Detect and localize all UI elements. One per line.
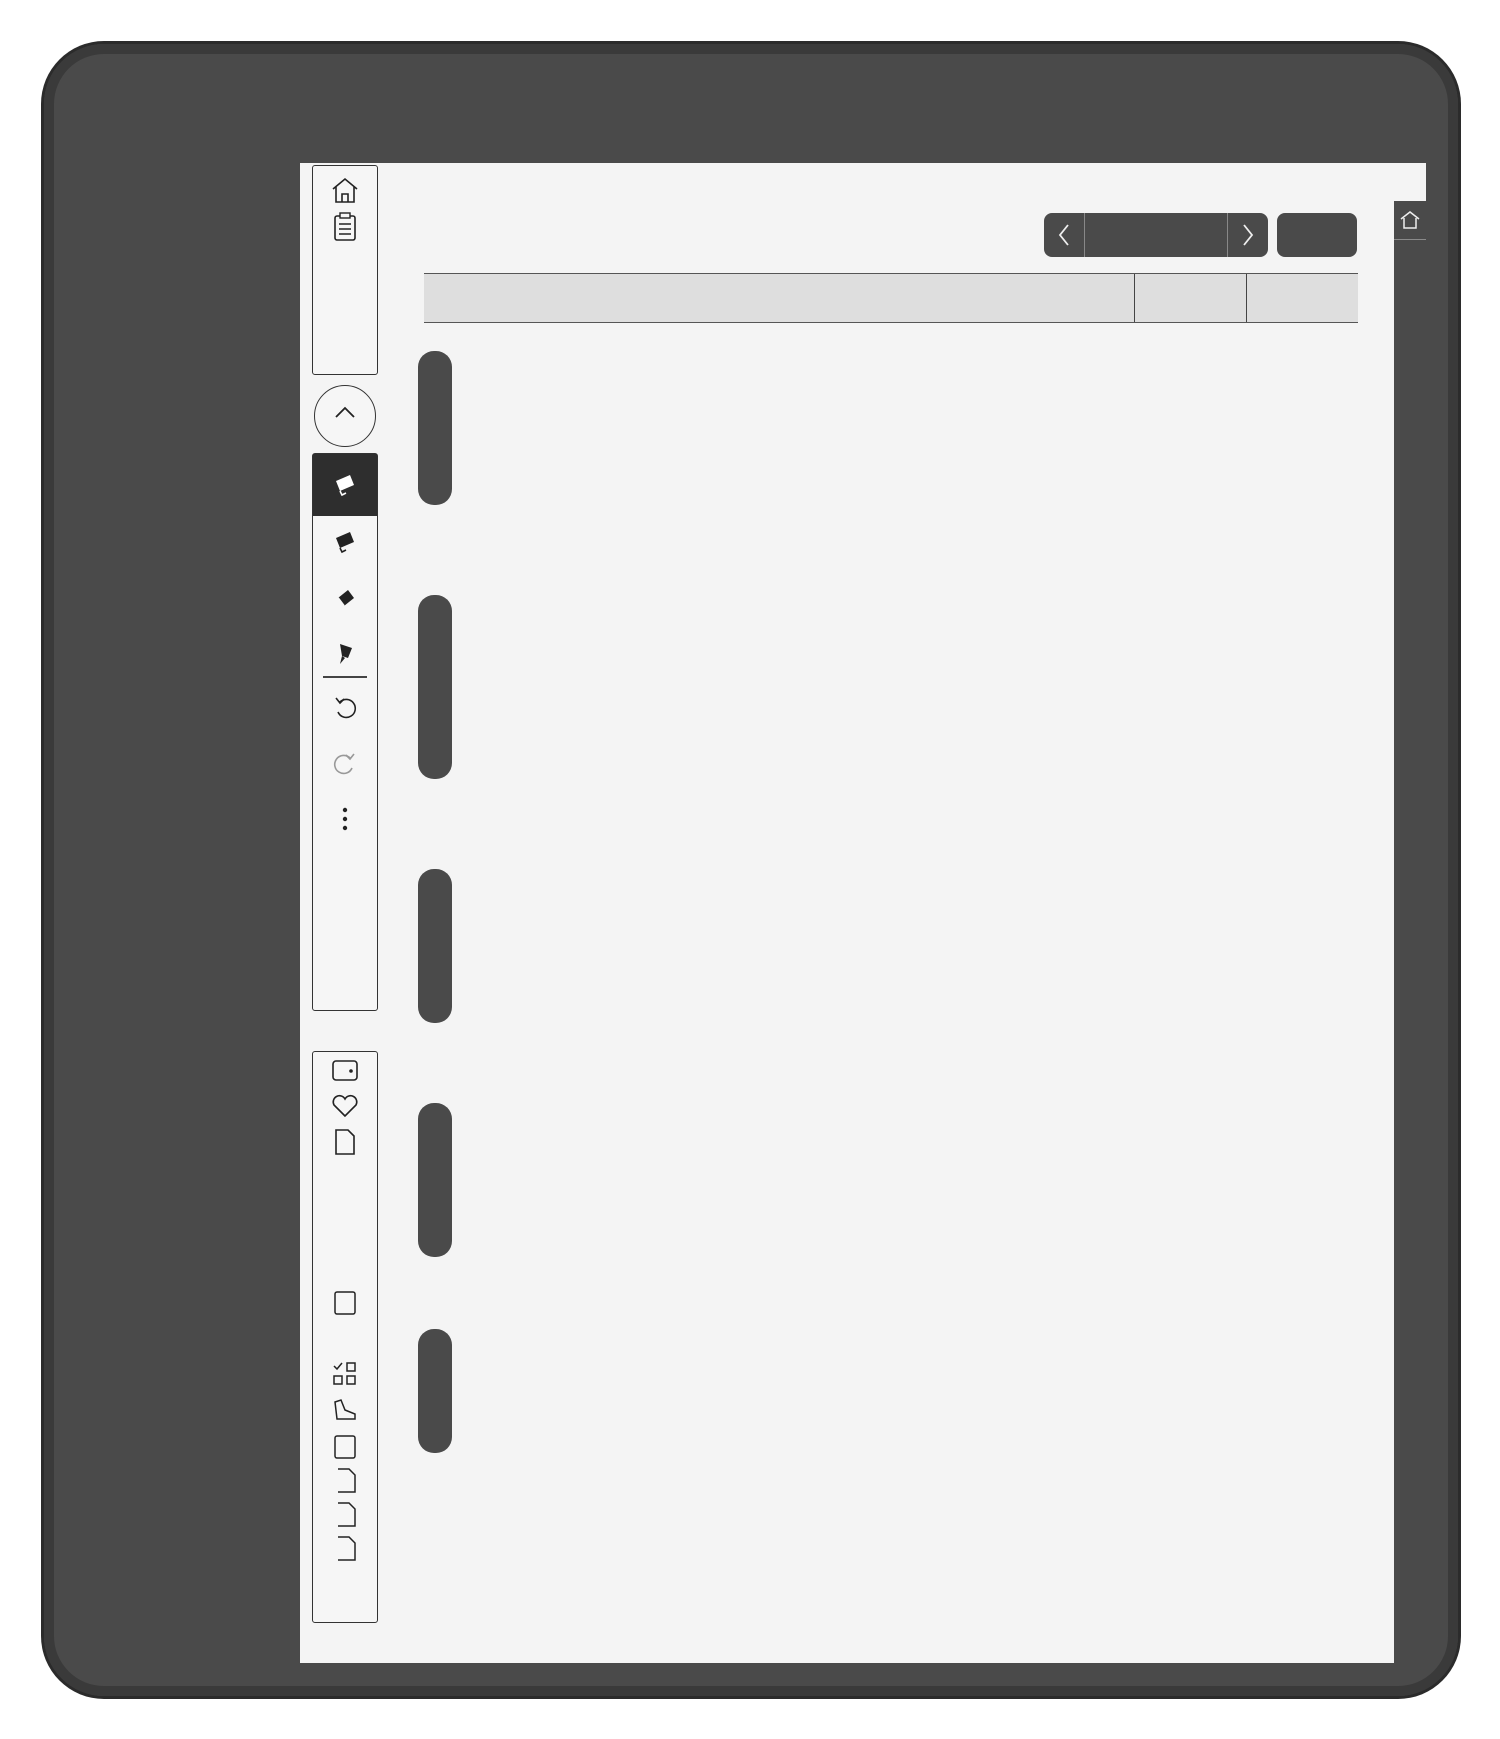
collapse-button[interactable] bbox=[314, 385, 376, 447]
highlighter-fine-icon bbox=[332, 471, 358, 497]
sidebar-tools-panel bbox=[312, 453, 378, 1011]
wallet-icon[interactable] bbox=[331, 1058, 359, 1082]
eraser-icon[interactable] bbox=[332, 584, 358, 610]
prev-month-button[interactable] bbox=[1044, 213, 1085, 257]
month-label[interactable] bbox=[1084, 213, 1228, 257]
month-3-icon[interactable] bbox=[332, 1500, 358, 1528]
more-icon[interactable] bbox=[341, 806, 349, 832]
redo-icon[interactable] bbox=[332, 750, 358, 776]
category-bedrooms bbox=[418, 1103, 452, 1257]
screen bbox=[300, 163, 1426, 1663]
category-entryway bbox=[418, 1329, 452, 1453]
month-4-icon[interactable] bbox=[332, 1534, 358, 1562]
chevron-up-icon bbox=[333, 404, 357, 420]
tool-highlighter-fine-active[interactable] bbox=[313, 454, 377, 516]
month-calendar-icon[interactable] bbox=[332, 1432, 358, 1460]
home-icon[interactable] bbox=[330, 176, 360, 204]
heart-icon[interactable] bbox=[331, 1094, 359, 1118]
tab-home[interactable] bbox=[1394, 201, 1426, 240]
table-header bbox=[424, 273, 1358, 323]
clipboard-icon[interactable] bbox=[332, 212, 358, 242]
month-selector bbox=[1044, 213, 1268, 257]
highlighter-icon[interactable] bbox=[332, 528, 358, 554]
quarter-calendar-icon[interactable] bbox=[332, 1288, 358, 1316]
home-icon bbox=[1399, 209, 1421, 231]
e-reader-device bbox=[44, 44, 1458, 1696]
category-kitchen bbox=[418, 595, 452, 779]
tools-divider bbox=[323, 676, 367, 678]
sidebar-bottom-panel bbox=[312, 1051, 378, 1623]
checklist-grid-icon[interactable] bbox=[331, 1360, 359, 1388]
marker-icon[interactable] bbox=[332, 640, 358, 666]
year-button[interactable] bbox=[1277, 213, 1357, 257]
next-month-button[interactable] bbox=[1227, 213, 1268, 257]
money-icon[interactable] bbox=[331, 1324, 359, 1352]
chevron-left-icon bbox=[1044, 213, 1084, 257]
category-bathroom bbox=[418, 351, 452, 505]
shoe-icon[interactable] bbox=[331, 1396, 359, 1424]
undo-icon[interactable] bbox=[332, 694, 358, 720]
actual-header bbox=[1246, 274, 1359, 322]
chevron-right-icon bbox=[1228, 213, 1268, 257]
category-living-room bbox=[418, 869, 452, 1023]
est-time-header bbox=[1134, 274, 1251, 322]
sidebar-top-panel bbox=[312, 165, 378, 375]
month-2-icon[interactable] bbox=[332, 1466, 358, 1494]
navigation-tabs bbox=[1394, 201, 1426, 1663]
page-icon[interactable] bbox=[333, 1128, 357, 1156]
